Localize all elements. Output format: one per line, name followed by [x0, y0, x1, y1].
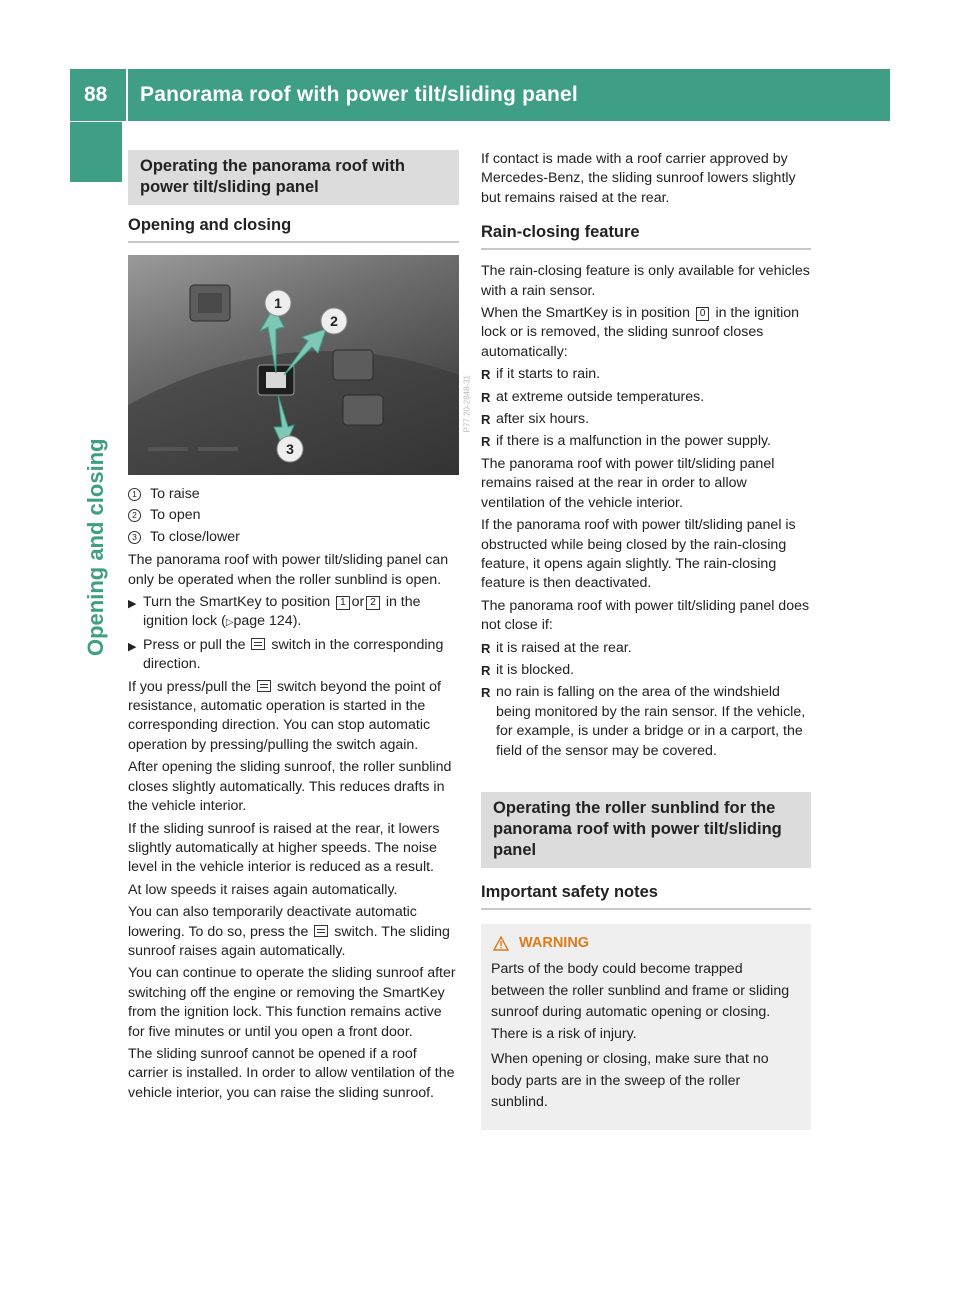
- action-text-part: in the ignition lock (: [143, 594, 421, 630]
- action-text-part: or: [351, 594, 365, 611]
- legend-text: To open: [150, 507, 201, 524]
- warning-title: [491, 934, 799, 953]
- key-position-0: 0: [696, 307, 710, 321]
- page-ref-link[interactable]: page 124).: [233, 613, 302, 630]
- page-ref-icon: ▷: [225, 617, 234, 629]
- paragraph: If the panorama roof with power tilt/sliding panel is obstructed while being closed by the rain-closing feature, it opens again slightly. The rain-closing feature is then deactivated.: [481, 517, 796, 592]
- list-item-text: at extreme outside temperatures.: [496, 388, 705, 405]
- key-position-1: 1: [336, 596, 350, 610]
- legend-text: To raise: [150, 486, 200, 502]
- paragraph: If contact is made with a roof carrier approved by Mercedes-Benz, the sliding sunroof lowers slightly but remains raised at the rear.: [481, 151, 796, 206]
- paragraph: If the sliding sunroof is raised at the rear, it lowers slightly automatically at higher speeds. The noise level in the vehicle interior is reduced as a result.: [128, 820, 440, 876]
- bullet-icon: R: [481, 434, 491, 450]
- list-item: [481, 388, 811, 407]
- legend-item: [128, 506, 459, 525]
- chapter-tab: [70, 122, 122, 182]
- page-number: 88: [84, 83, 108, 106]
- left-column: [128, 150, 471, 1106]
- warning-text: When opening or closing, make sure that no body parts are in the sweep of the roller sunblind.: [491, 1051, 769, 1111]
- action-text-part: Turn the SmartKey to position: [143, 594, 331, 611]
- list-item: [481, 410, 811, 429]
- list-item-text: if it starts to rain.: [496, 366, 601, 383]
- svg-text:2: 2: [330, 313, 338, 329]
- svg-text:3: 3: [286, 441, 294, 457]
- chapter-label: [72, 196, 120, 656]
- list-item-text: if there is a malfunction in the power supply.: [496, 433, 771, 450]
- list-item-text: after six hours.: [496, 411, 590, 428]
- warning-box: [481, 924, 811, 1130]
- legend-number: 2: [128, 509, 141, 522]
- paragraph: The panorama roof with power tilt/sliding panel does not close if:: [481, 597, 810, 634]
- paragraph: The sliding sunroof cannot be opened if a roof carrier is installed. In order to allow ventilation of the vehicle interior, you can raise the sliding sunroof.: [128, 1045, 455, 1101]
- paragraph: After opening the sliding sunroof, the roller sunblind closes slightly automatically. This reduces drafts in the vehicle interior.: [128, 759, 452, 815]
- subhead-rain-closing: Rain-closing feature: [481, 222, 811, 250]
- list-item-text: it is raised at the rear.: [496, 639, 632, 656]
- paragraph: [128, 903, 459, 961]
- key-position-2: 2: [366, 596, 380, 610]
- paragraph: The panorama roof with power tilt/sliding panel remains raised at the rear in order to allow ventilation of the vehicle interior.: [481, 455, 775, 511]
- paragraph-part: If you press/pull the: [128, 678, 252, 695]
- paragraph-part: When the SmartKey is in position: [481, 305, 690, 322]
- bullet-icon: R: [481, 662, 491, 678]
- switch-icon: [251, 638, 265, 650]
- chapter-label-text: Opening and closing: [83, 438, 108, 656]
- bullet-icon: R: [481, 367, 491, 383]
- action-text-part: Press or pull the: [143, 636, 246, 653]
- paragraph: At low speeds it raises again automatically.: [128, 881, 398, 898]
- legend-text: To close/lower: [150, 528, 240, 545]
- switch-icon: [257, 680, 271, 692]
- paragraph-part: switch beyond the point of resistance, automatic operation is started in the corresponding direction. You can stop automatic operation by pressing/pulling the switch again.: [128, 678, 441, 753]
- list-item: [481, 639, 811, 658]
- bullet-icon: R: [481, 389, 491, 405]
- section-title-operating: Operating the panorama roof with power tilt/sliding panel: [128, 150, 459, 205]
- right-column: [481, 150, 811, 1130]
- bullet-icon: R: [481, 412, 491, 428]
- list-item: [481, 683, 811, 761]
- legend-item: [128, 528, 459, 547]
- action-step: [128, 593, 459, 633]
- svg-text:1: 1: [274, 295, 282, 311]
- list-item: [481, 661, 811, 680]
- image-code: P77.20-2848-31: [462, 375, 471, 433]
- paragraph: [128, 678, 459, 756]
- page-title: Panorama roof with power tilt/sliding panel: [140, 83, 578, 106]
- list-item-text: it is blocked.: [496, 661, 575, 678]
- subhead-opening-closing: Opening and closing: [128, 215, 459, 243]
- list-item: [481, 432, 811, 451]
- roof-control-illustration: [128, 255, 459, 475]
- warning-triangle-icon: [493, 936, 509, 951]
- paragraph: You can continue to operate the sliding sunroof after switching off the engine or removing the SmartKey from the ignition lock. This function remains active for five minutes or until you open a front door.: [128, 965, 456, 1040]
- paragraph-part: in the ignition lock or is removed, the sliding sunroof closes automatically:: [481, 305, 800, 360]
- paragraph-part: switch. The sliding sunroof raises again automatically.: [128, 923, 450, 959]
- paragraph: The rain-closing feature is only available for vehicles with a rain sensor.: [481, 263, 810, 299]
- subhead-safety-notes: Important safety notes: [481, 882, 811, 910]
- action-text: [143, 593, 459, 633]
- action-arrow-icon: ▶: [128, 640, 137, 653]
- action-step: [128, 636, 459, 675]
- warning-text: Parts of the body could become trapped between the roller sunblind and frame or sliding sunroof during automatic opening or closing. There is a risk of injury.: [491, 961, 790, 1042]
- roof-control-photo: [128, 255, 471, 475]
- list-item-text: no rain is falling on the area of the windshield being monitored by the rain sensor. If the vehicle, for example, is under a bridge or in a carport, the field of the sensor may be covered.: [496, 684, 806, 759]
- legend-item: [128, 485, 459, 504]
- bullet-icon: R: [481, 685, 491, 701]
- paragraph: The panorama roof with power tilt/sliding panel can only be operated when the roller sunblind is open.: [128, 552, 449, 588]
- list-item: [481, 365, 811, 384]
- action-arrow-icon: ▶: [128, 598, 137, 611]
- page-header: [70, 69, 890, 121]
- spacer: [481, 764, 811, 792]
- bullet-icon: R: [481, 640, 491, 656]
- section-title-roller-sunblind: Operating the roller sunblind for the panorama roof with power tilt/sliding panel: [481, 792, 811, 868]
- paragraph: [481, 304, 811, 362]
- paragraph-part: You can also temporarily deactivate automatic lowering. To do so, press the: [128, 904, 417, 940]
- legend-number: 3: [128, 531, 141, 544]
- action-text-part: switch in the corresponding direction.: [143, 636, 444, 673]
- legend-number: 1: [128, 488, 141, 501]
- action-text: [143, 636, 459, 675]
- switch-icon: [314, 925, 328, 937]
- warning-label: WARNING: [519, 934, 590, 951]
